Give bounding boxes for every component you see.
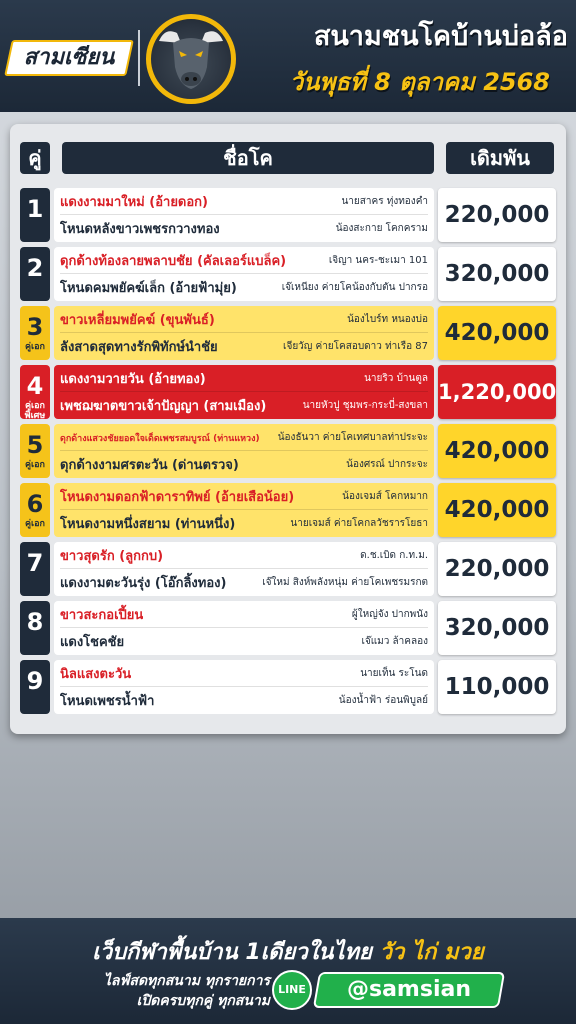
bull-line-2 (60, 451, 428, 477)
bet-amount: 1,220,000 (438, 365, 556, 419)
bull-line-1 (60, 661, 428, 687)
pair-number-box (20, 483, 50, 537)
owner-1: น้องเจมส์ โคกหมาก (342, 491, 428, 502)
bet-amount: 320,000 (438, 601, 556, 655)
bull-names-box (54, 424, 434, 478)
bull-line-1 (60, 602, 428, 628)
bull-line-2 (60, 274, 428, 300)
pair-number-box (20, 188, 50, 242)
owner-2: น้องน้ำฟ้า ร่อนพิบูลย์ (338, 694, 428, 706)
bull-name-1: แดงงามมาใหม่ (อ้ายดอก) (60, 195, 208, 210)
owner-1: นายเท็น ระโนด (360, 668, 428, 679)
footer-subline-1: ไลฟ์สดทุกสนาม ทุกรายการ (103, 973, 270, 989)
bet-amount: 420,000 (438, 483, 556, 537)
slogan-main: เว็บกีฬาพื้นบ้าน 1เดียวในไทย (92, 940, 372, 965)
owner-2: น้องศรณ์ ปากระจะ (346, 458, 428, 470)
event-date: วันพุธที่ 8 ตุลาคม 2568 (289, 68, 550, 96)
match-row (20, 660, 556, 714)
line-label: LINE (278, 983, 306, 996)
pair-number: 5 (26, 431, 44, 459)
pair-number-box (20, 424, 50, 478)
pair-number-box (20, 247, 50, 301)
bull-head-logo-icon (146, 14, 236, 104)
bull-name-1: ดุกด้างท้องลายพลาบชัย (คัลเลอร์แบล็ค) (60, 254, 287, 269)
bull-names-box (54, 542, 434, 596)
pair-number: 6 (26, 490, 44, 518)
pair-tag: คู่เอก (25, 460, 45, 470)
bull-names-box (54, 188, 434, 242)
pair-number: 8 (26, 608, 44, 636)
pair-number-box (20, 660, 50, 714)
owner-2: เจ๊ใหม่ สิงห์พลังหนุ่ม ค่ายโคเพชรมรกต (262, 576, 428, 588)
bull-name-1: ขาวสะกอเปี้ยน (60, 608, 144, 623)
column-header-bet: เดิมพัน (446, 142, 554, 174)
bull-line-1 (60, 543, 428, 569)
owner-2: เจ๊แมว ล้าคลอง (361, 635, 428, 647)
column-header-name: ชื่อโค (62, 142, 434, 174)
bull-line-2 (60, 569, 428, 595)
pair-number: 9 (26, 667, 44, 695)
match-row (20, 424, 556, 478)
pair-tag: คู่เอก (25, 342, 45, 352)
line-app-icon[interactable] (272, 970, 312, 1010)
owner-2: นายเจมส์ ค่ายโคกลวัชรารโยธา (290, 517, 428, 529)
owner-2: นายหัวปู ชุมพร-กระบี่-สงขลา (302, 399, 428, 411)
pair-number-box (20, 542, 50, 596)
bull-name-1: ดุกด้างแสวงชัยยอดใจเด็ดเพชรสมบูรณ์ (ท่านแหวง) (60, 433, 260, 444)
bull-names-box (54, 483, 434, 537)
bull-names-box (54, 306, 434, 360)
bull-name-2: ดุกด้างงามศรตะวัน (ด่านตรวจ) (60, 457, 239, 473)
bull-names-box (54, 365, 434, 419)
match-row (20, 601, 556, 655)
bull-line-2 (60, 510, 428, 536)
owner-2: เจียวัญ ค่ายโคสอบดาว ท่าเรือ 87 (283, 340, 428, 352)
bull-name-2: โหนดงามหนึ่งสยาม (ท่านหนึ่ง) (60, 516, 236, 532)
bull-line-2 (60, 333, 428, 359)
pair-number: 1 (26, 195, 44, 223)
owner-1: ผู้ใหญ่จัง ปากพนัง (351, 609, 428, 620)
pair-number-box (20, 365, 50, 419)
pair-number: 2 (26, 254, 44, 282)
brand-name: สามเซียน (23, 45, 115, 70)
bull-line-1 (60, 248, 428, 274)
match-row (20, 542, 556, 596)
brand-divider (138, 30, 140, 86)
page-title: สนามชนโคบ้านบ่อล้อ (313, 21, 568, 52)
match-row (20, 483, 556, 537)
pair-number: 7 (26, 549, 44, 577)
bull-name-2: แดงงามตะวันรุ่ง (โอ๊กลิ้งทอง) (60, 575, 227, 591)
bet-amount: 420,000 (438, 306, 556, 360)
bull-name-1: ขาวเหลี่ยมพยัคฆ์ (ขุนพันธ์) (60, 313, 215, 328)
pair-number: 3 (26, 313, 44, 341)
owner-1: นายริว บ้านตูล (364, 373, 428, 384)
line-handle: @samsian (346, 977, 471, 1002)
footer-slogan (0, 934, 576, 969)
pair-number-box (20, 306, 50, 360)
bull-names-box (54, 660, 434, 714)
pair-number: 4 (26, 372, 44, 400)
bull-name-1: โหนดงามดอกฟ้าดาราทิพย์ (อ้ายเสือน้อย) (60, 490, 295, 505)
bull-line-1 (60, 366, 428, 392)
bull-line-1 (60, 189, 428, 215)
bull-line-2 (60, 215, 428, 241)
bull-name-1: ขาวสุดรัก (ลูกกบ) (60, 549, 164, 564)
bet-amount: 320,000 (438, 247, 556, 301)
bull-name-2: โหนดเพชรน้ำฟ้า (60, 693, 155, 709)
brand-logo (4, 40, 134, 76)
bull-names-box (54, 247, 434, 301)
bull-names-box (54, 601, 434, 655)
owner-1: น้องไบร์ท หนองบ่อ (347, 314, 428, 325)
bet-amount: 420,000 (438, 424, 556, 478)
bull-name-2: เพชฌฆาตขาวเจ้าปัญญา (สามเมือง) (60, 398, 267, 414)
owner-1: ด.ช.เบิด ก.ท.ม. (360, 550, 428, 561)
bull-line-2 (60, 392, 428, 418)
owner-1: นายสาคร ทุ่งทองคำ (341, 196, 428, 207)
match-row (20, 188, 556, 242)
bull-name-2: โหนดคมพยัคฆ์เล็ก (อ้ายฟ้ามุ่ย) (60, 280, 237, 296)
bull-line-1 (60, 307, 428, 333)
bet-amount: 220,000 (438, 542, 556, 596)
owner-2: น้องสะกาย โคกคราม (335, 222, 428, 234)
owner-2: เจ๊เหนียง ค่ายโคน้องกับตัน ปากรอ (281, 281, 428, 293)
bull-name-1: แดงงามวายวัน (อ้ายทอง) (60, 372, 206, 387)
footer-subline-2: เปิดครบทุกคู่ ทุกสนาม (136, 993, 270, 1009)
pair-tag: คู่เอกพิเศษ (24, 401, 46, 421)
bull-name-2: แดงโชคชัย (60, 634, 125, 650)
owner-1: น้องธันวา ค่ายโคเทศบาลท่าประจะ (277, 432, 428, 443)
line-handle-button[interactable] (313, 972, 505, 1008)
bull-line-1 (60, 484, 428, 510)
bull-name-1: นิลแสงตะวัน (60, 667, 132, 682)
bull-name-2: โหนดหลังขาวเพชรกวางทอง (60, 221, 220, 237)
match-row (20, 306, 556, 360)
match-row (20, 365, 556, 419)
bull-line-2 (60, 628, 428, 654)
bet-amount: 110,000 (438, 660, 556, 714)
bull-line-1 (60, 425, 428, 451)
column-header-pair: คู่ (20, 142, 50, 174)
bet-amount: 220,000 (438, 188, 556, 242)
slogan-tail: วัว ไก่ มวย (379, 940, 484, 965)
bull-name-2: ลังสาดสุดทางรักพิทักษ์นำชัย (60, 339, 218, 355)
pair-number-box (20, 601, 50, 655)
pair-tag: คู่เอก (25, 519, 45, 529)
bull-line-2 (60, 687, 428, 713)
owner-1: เจิญา นคร-ชะเมา 101 (328, 255, 428, 266)
match-row (20, 247, 556, 301)
